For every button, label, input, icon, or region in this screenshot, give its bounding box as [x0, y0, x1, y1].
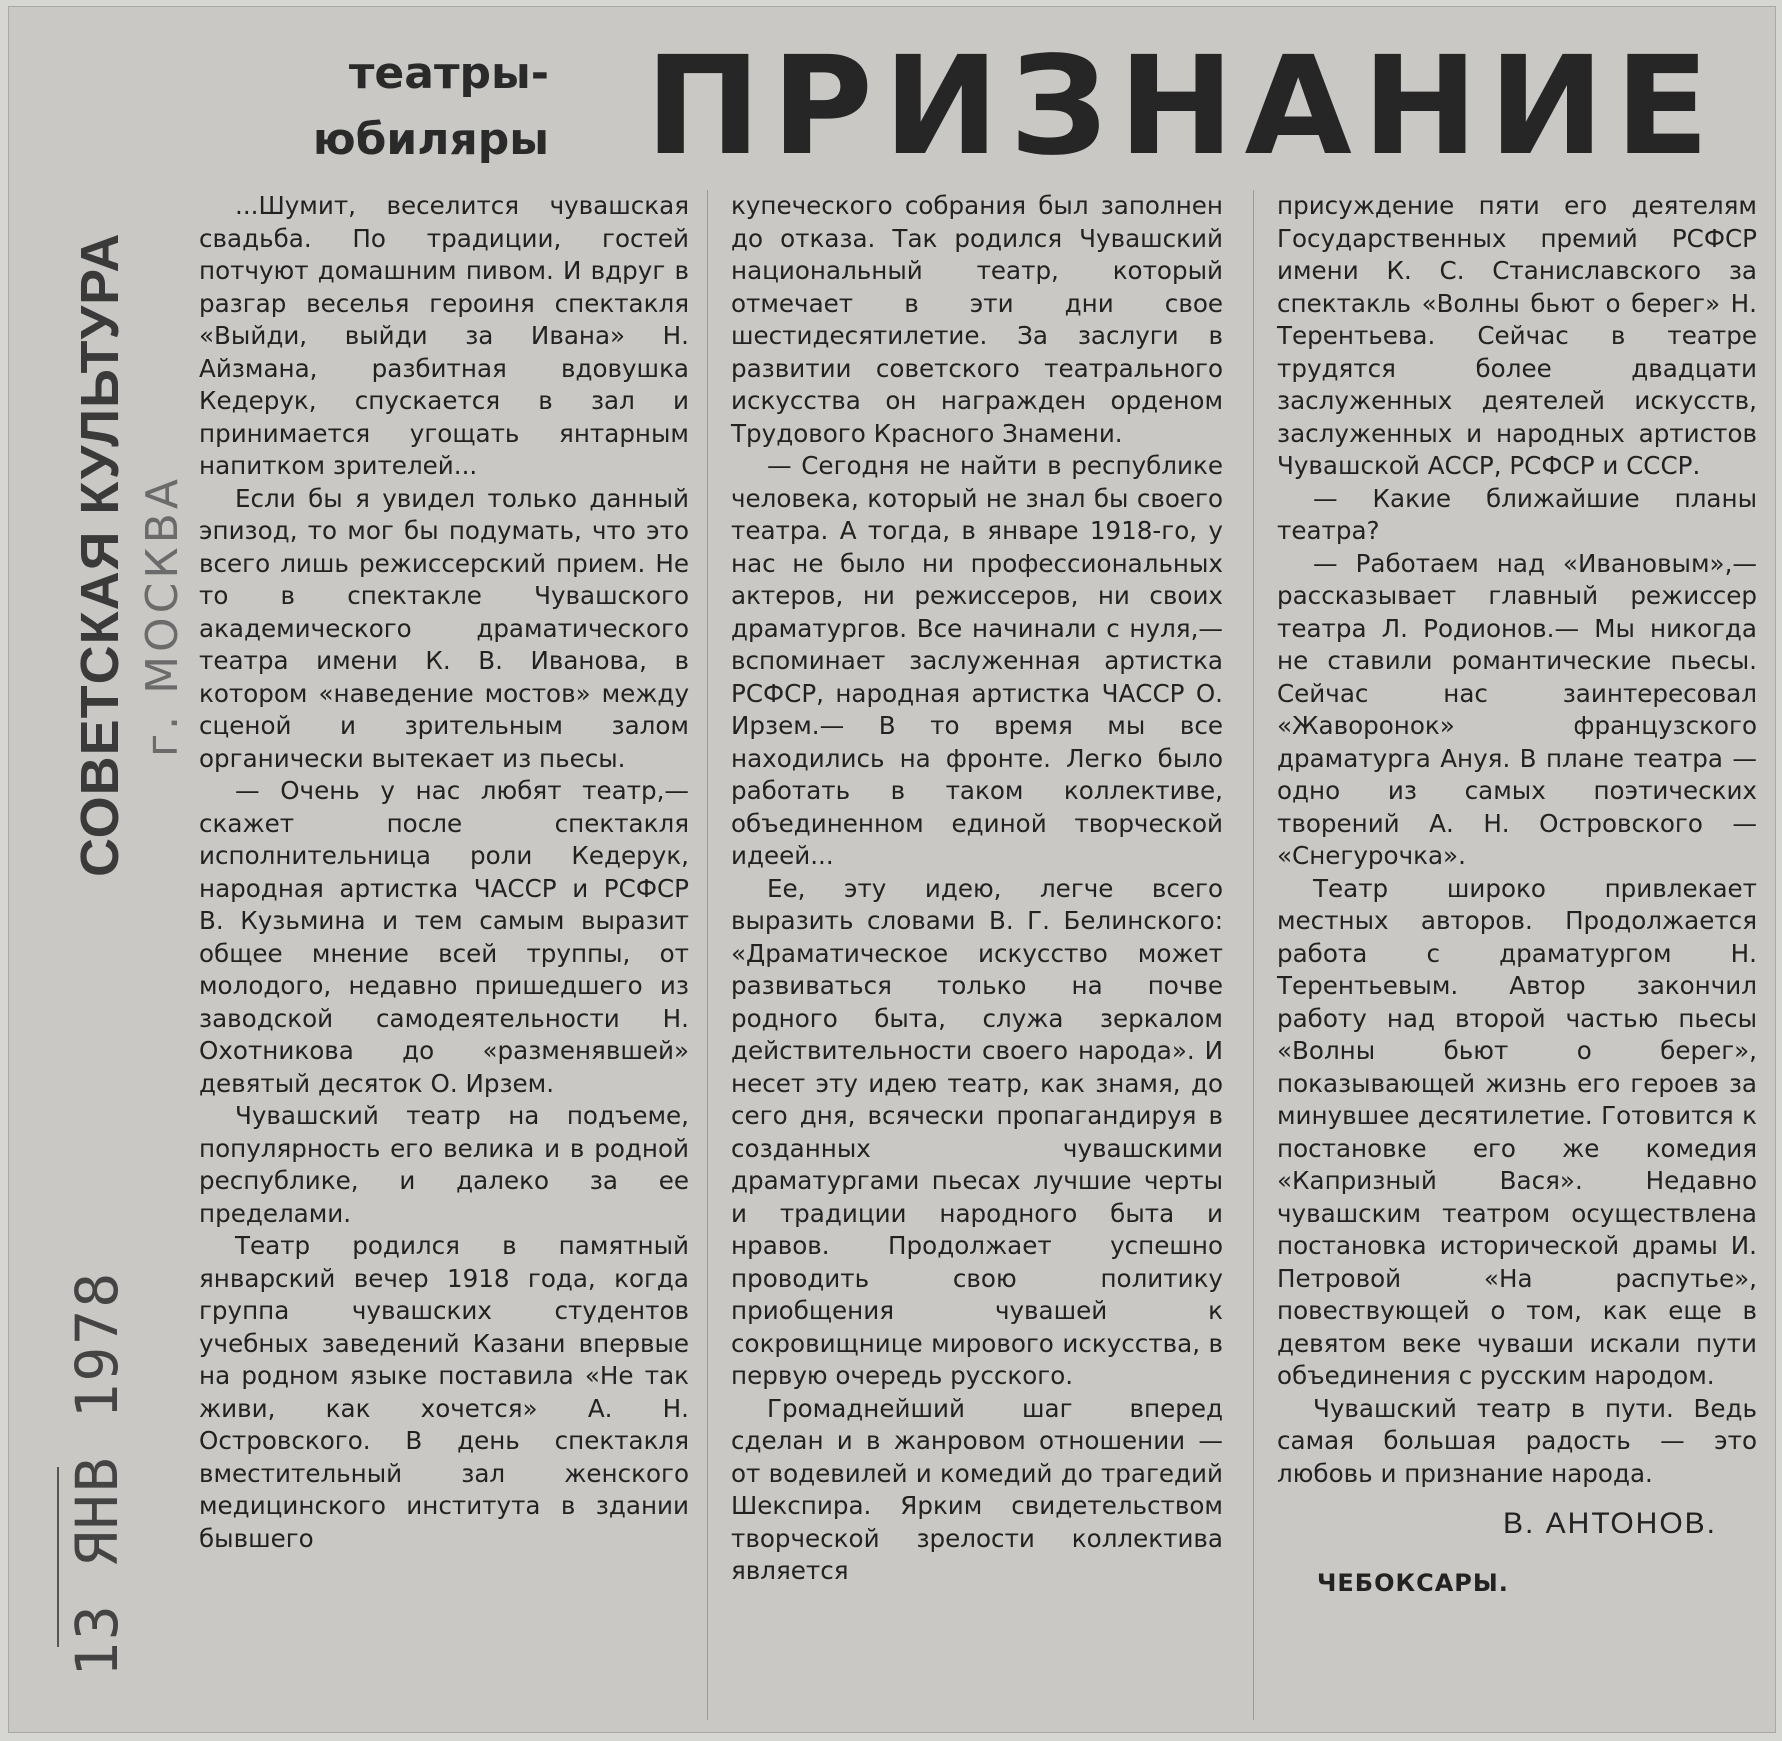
article-column-1 — [199, 190, 689, 1555]
paragraph: присуждение пяти его деятелям Государственных премий РСФСР имени К. С. Станиславского за спектакль «Волны бьют о берег» Н. Терентьева. Сейчас в театре трудятся более двадцати заслуженных деятелей искусств, заслуженных и народных артистов Чувашской АССР, РСФСР и СССР. — [1277, 191, 1757, 480]
paragraph: — Работаем над «Ивановым»,— рассказывает главный режиссер театра Л. Родионов.— Мы никогда не ставили романтические пьесы. Сейчас нас заинтересовал «Жаворонок» французского драматурга Ануя. В плане театра — одно из самых поэтических творений А. Н. Островского — «Снегурочка». — [1277, 548, 1757, 870]
paragraph: — Сегодня не найти в республике человека, который не знал бы своего театра. А тогда, в январе 1918-го, у нас не было ни профессиональных актеров, ни режиссеров, ни своих драматургов. Все начинали с нуля,— вспоминает заслуженная артистка РСФСР, народная артистка ЧАССР О. Ирзем.— В то время мы все находились на фронте. Легко было работать в таком коллективе, объединенном единой творческой идеей... — [731, 451, 1223, 870]
article-body — [191, 190, 1761, 1720]
column-divider — [1253, 190, 1254, 1720]
paragraph: Чувашский театр на подъеме, популярность его велика и в родной республике, и далеко за ее пределами. — [199, 1101, 689, 1228]
article-column-3 — [1277, 190, 1757, 1599]
paragraph: Чувашский театр в пути. Ведь самая большая радость — это любовь и признание народа. — [1277, 1393, 1757, 1488]
newspaper-clipping — [8, 6, 1776, 1733]
author-signature: В. АНТОНОВ. — [1502, 1507, 1717, 1540]
article-column-2 — [731, 190, 1223, 1588]
column-divider — [707, 190, 708, 1720]
date-stamp-text: 13 ЯНВ 1978 — [63, 1270, 131, 1677]
paragraph: — Очень у нас любят театр,— скажет после спектакля исполнительница роли Кедерук, народная артистка ЧАССР и РСФСР В. Кузьмина и тем самым выразит общее мнение всей труппы, от молодого, недавно пришедшего из заводской самодеятельности Н. Охотникова до «разменявшей» девятый десяток О. Ирзем. — [199, 776, 689, 1098]
newspaper-name: СОВЕТСКАЯ КУЛЬТУРА — [70, 232, 130, 877]
section-kicker: театры-юбиляры — [312, 48, 549, 165]
paragraph: Театр широко привлекает местных авторов. Продолжается работа с драматургом Н. Терентьевым. Автор закончил работу над второй частью пьесы «Волны бьют о берег», показывающей жизнь его героев за минувшее десятилетие. Готовится к постановке его же комедия «Капризный Вася». Недавно чувашским театром осуществлена постановка исторической драмы И. Петровой «На распутье», повествующей о том, как еще в девятом веке чуваши искали пути объединения с русским народом. — [1277, 873, 1757, 1390]
headline: ПРИЗНАНИЕ — [645, 28, 1720, 186]
paragraph: купеческого собрания был заполнен до отказа. Так родился Чувашский национальный театр, который отмечает в эти дни свое шестидесятилетие. За заслуги в развитии советского театрального искусства он награжден орденом Трудового Красного Знамени. — [731, 191, 1223, 448]
city-stamp: г. МОСКВА — [137, 475, 188, 757]
paragraph: ...Шумит, веселится чувашская свадьба. По традиции, гостей потчуют домашним пивом. И вдруг в разгар веселья героиня спектакля «Выйди, выйди за Ивана» Н. Айзмана, разбитная вдовушка Кедерук, спускается в зал и принимается угощать янтарным напитком зрителей... — [199, 191, 689, 480]
paragraph: Если бы я увидел только данный эпизод, то мог бы подумать, что это всего лишь режиссерский прием. Не то в спектакле Чувашского академического драматического театра имени К. В. Иванова, в котором «наведение мостов» между сценой и зрительным залом органически вытекает из пьесы. — [199, 483, 689, 773]
paragraph: Театр родился в памятный январский вечер 1918 года, когда группа чувашских студентов учебных заведений Казани впервые на родном языке поставила «Не так живи, как хочется» А. Н. Островского. В день спектакля вместительный зал женского медицинского института в здании бывшего — [199, 1231, 689, 1553]
date-stamp — [63, 1270, 143, 1697]
paragraph: Громаднейший шаг вперед сделан и в жанровом отношении — от водевилей и комедий до трагедий Шекспира. Ярким свидетельством творческой зрелости коллектива является — [731, 1393, 1223, 1585]
paragraph: Ее, эту идею, легче всего выразить словами В. Г. Белинского: «Драматическое искусство может развиваться только на почве родного быта, служа зеркалом действительности своего народа». И несет эту идею театр, как знамя, до сего дня, всячески пропагандируя в созданных чувашскими драматургами пьесах лучшие черты и традиции народного быта и нравов. Продолжает успешно проводить свою политику приобщения чувашей к сокровищнице мирового искусства, в первую очередь русского. — [731, 873, 1223, 1390]
paragraph: — Какие ближайшие планы театра? — [1277, 483, 1757, 545]
dateline-place: ЧЕБОКСАРЫ. — [1317, 1568, 1509, 1597]
margin-line — [57, 1467, 59, 1647]
newspaper-name-stamp — [69, 232, 189, 897]
